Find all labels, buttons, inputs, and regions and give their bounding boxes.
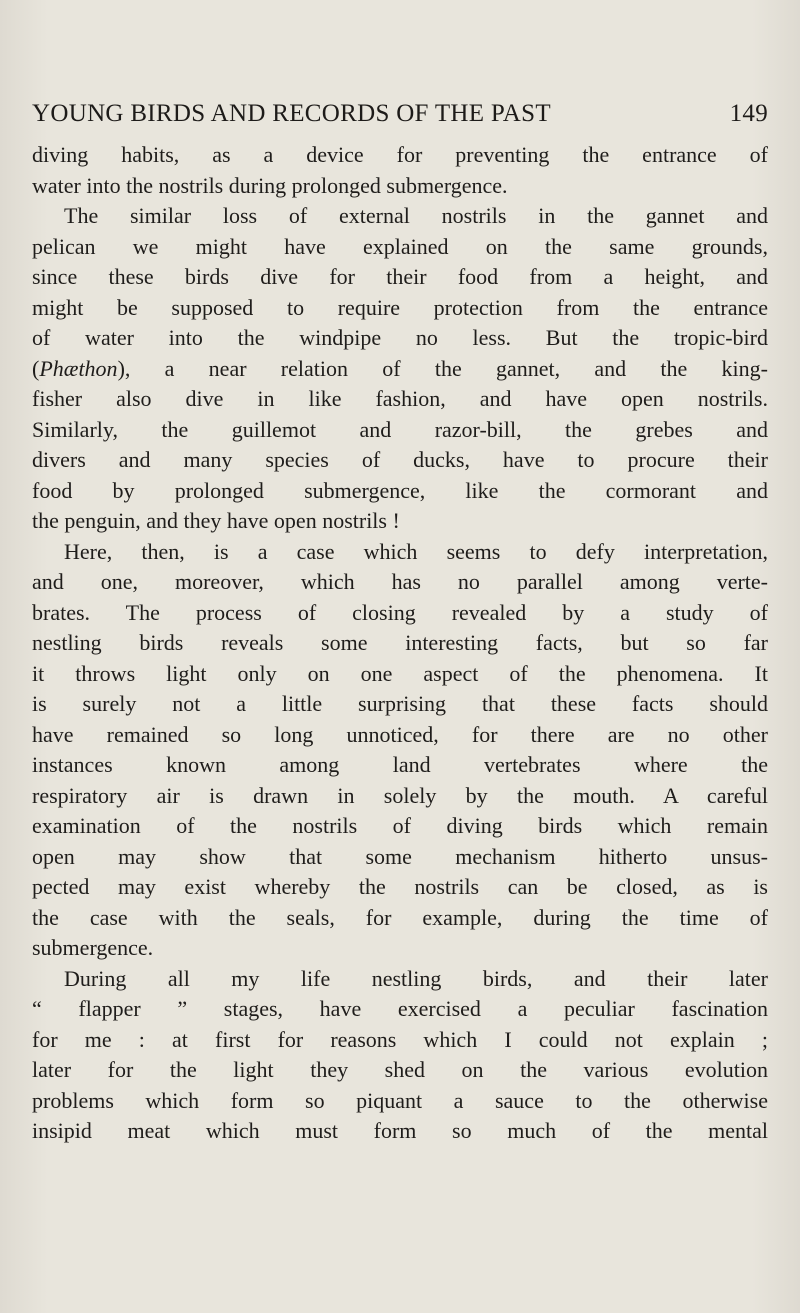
text-line: insipid meat which must form so much of the mental — [32, 1118, 768, 1143]
text-line: During all my life nestling birds, and their later — [64, 965, 768, 991]
chapter-title: YOUNG BIRDS AND RECORDS OF THE PAST — [32, 100, 551, 127]
text-line: diving habits, as a device for preventing the entrance of — [32, 142, 768, 167]
text-line — [32, 354, 768, 385]
text-line: of water into the windpipe no less. But the tropic-bird — [32, 325, 768, 350]
text-line: nestling birds reveals some interesting facts, but so far — [32, 630, 768, 655]
text-line: divers and many species of ducks, have to procure their — [32, 447, 768, 472]
text-line: the penguin, and they have open nostrils ! — [32, 508, 400, 533]
text-line: Here, then, is a case which seems to defy interpretation, — [64, 538, 768, 564]
text-line: since these birds dive for their food from a height, and — [32, 264, 768, 289]
text-line: is surely not a little surprising that these facts should — [32, 691, 768, 716]
text-line: food by prolonged submergence, like the cormorant and — [32, 477, 768, 503]
text-segment: ), a near relation of the gannet, and the king- — [117, 355, 768, 381]
text-line: examination of the nostrils of diving birds which remain — [32, 813, 768, 838]
text-line: fisher also dive in like fashion, and have open nostrils. — [32, 386, 768, 411]
text-line: instances known among land vertebrates where the — [32, 752, 768, 777]
text-line: open may show that some mechanism hitherto unsus- — [32, 843, 768, 869]
text-line: “ flapper ” stages, have exercised a peculiar fascination — [32, 996, 768, 1021]
text-line: water into the nostrils during prolonged submergence. — [32, 172, 508, 198]
text-line: and one, moreover, which has no parallel among verte- — [32, 569, 768, 594]
text-line: respiratory air is drawn in solely by the mouth. A careful — [32, 782, 768, 808]
genus-name: Phæthon — [39, 355, 118, 381]
text-line: for me : at first for reasons which I could not explain ; — [32, 1026, 768, 1052]
text-line: Similarly, the guillemot and razor-bill, the grebes and — [32, 416, 768, 442]
text-line: later for the light they shed on the various evolution — [32, 1057, 768, 1082]
text-line: the case with the seals, for example, during the time of — [32, 904, 768, 930]
running-head — [32, 100, 768, 136]
text-line: have remained so long unnoticed, for there are no other — [32, 721, 768, 747]
text-line: brates. The process of closing revealed by a study of — [32, 599, 768, 625]
text-segment: ( — [32, 355, 40, 381]
text-line: submergence. — [32, 935, 154, 960]
body-text — [32, 140, 768, 1147]
text-line: The similar loss of external nostrils in the gannet and — [64, 203, 768, 228]
text-line: might be supposed to require protection from the entrance — [32, 294, 768, 320]
text-line: it throws light only on one aspect of the phenomena. It — [32, 660, 768, 686]
page-number: 149 — [729, 100, 768, 127]
text-line: pected may exist whereby the nostrils can be closed, as is — [32, 874, 768, 899]
text-line: pelican we might have explained on the same grounds, — [32, 233, 768, 259]
text-line: problems which form so piquant a sauce to the otherwise — [32, 1087, 768, 1113]
